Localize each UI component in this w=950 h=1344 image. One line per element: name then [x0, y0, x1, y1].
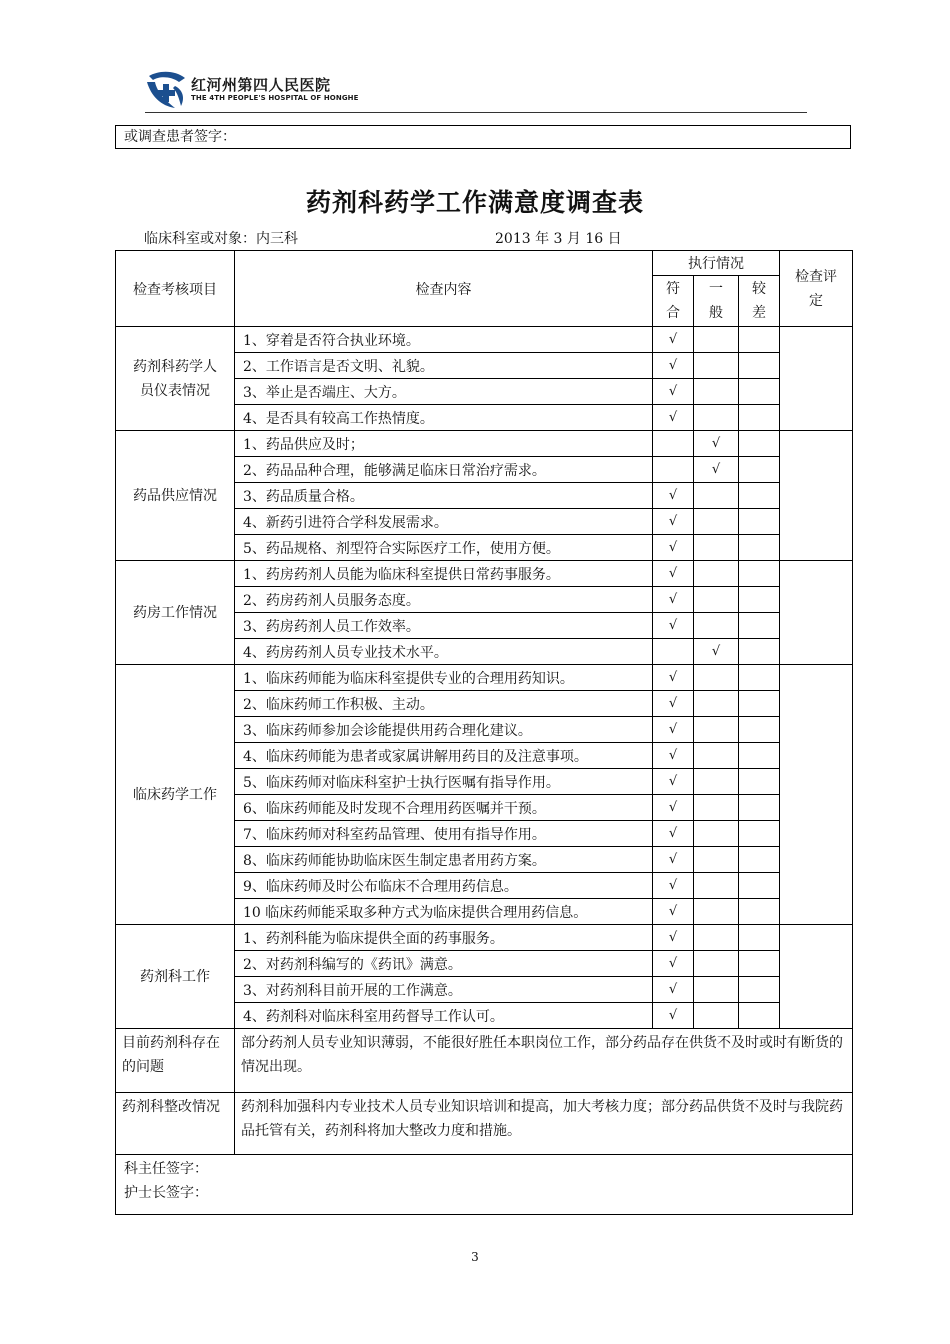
mark-cell-poor: [739, 899, 780, 925]
check-item-text: 3、药房药剂人员工作效率。: [235, 613, 653, 639]
check-item-text: 2、药房药剂人员服务态度。: [235, 587, 653, 613]
rectify-label: 药剂科整改情况: [116, 1093, 235, 1155]
mark-cell-normal: [694, 925, 739, 951]
header-item: 检查考核项目: [116, 251, 235, 327]
mark-cell-poor: [739, 327, 780, 353]
page-title: 药剂科药学工作满意度调查表: [305, 188, 644, 217]
mark-cell-normal: [694, 483, 739, 509]
mark-cell-poor: [739, 535, 780, 561]
mark-cell-fit: √: [653, 535, 694, 561]
check-item-text: 2、药品品种合理，能够满足临床日常治疗需求。: [235, 457, 653, 483]
mark-cell-fit: [653, 639, 694, 665]
table-row: [116, 665, 853, 691]
director-signature: 科主任签字：: [124, 1161, 208, 1177]
department-label: 临床科室或对象：内三科: [144, 231, 298, 247]
rectify-text: 药剂科加强科内专业技术人员专业知识培训和提高，加大考核力度；部分药品供货不及时与我院药品托管有关，药剂科将加大整改力度和措施。: [235, 1093, 853, 1155]
mark-cell-poor: [739, 457, 780, 483]
header-content: 检查内容: [235, 251, 653, 327]
mark-cell-normal: [694, 561, 739, 587]
check-item-text: 1、药剂科能为临床提供全面的药事服务。: [235, 925, 653, 951]
check-item-text: 1、药品供应及时；: [235, 431, 653, 457]
check-item-text: 1、药房药剂人员能为临床科室提供日常药事服务。: [235, 561, 653, 587]
mark-cell-poor: [739, 743, 780, 769]
mark-cell-fit: √: [653, 873, 694, 899]
mark-cell-normal: [694, 587, 739, 613]
mark-cell-normal: [694, 873, 739, 899]
check-item-text: 2、对药剂科编写的《药讯》满意。: [235, 951, 653, 977]
check-item-text: 6、临床药师能及时发现不合理用药医嘱并干预。: [235, 795, 653, 821]
signatures-cell: [116, 1155, 853, 1215]
mark-cell-fit: √: [653, 483, 694, 509]
mark-cell-fit: √: [653, 509, 694, 535]
mark-cell-normal: [694, 379, 739, 405]
page-header: [145, 68, 807, 114]
signatures-row: [116, 1155, 853, 1215]
mark-cell-normal: [694, 353, 739, 379]
mark-cell-poor: [739, 873, 780, 899]
mark-cell-normal: √: [694, 639, 739, 665]
mark-cell-poor: [739, 1003, 780, 1029]
mark-cell-fit: √: [653, 951, 694, 977]
check-item-text: 4、药剂科对临床科室用药督导工作认可。: [235, 1003, 653, 1029]
table-row: [116, 431, 853, 457]
header-fit: 符 合: [653, 276, 694, 327]
table-row: [116, 327, 853, 353]
mark-cell-fit: √: [653, 613, 694, 639]
mark-cell-poor: [739, 795, 780, 821]
mark-cell-normal: [694, 405, 739, 431]
mark-cell-fit: √: [653, 353, 694, 379]
mark-cell-fit: √: [653, 665, 694, 691]
category-label: 临床药学工作: [116, 665, 235, 925]
mark-cell-normal: [694, 743, 739, 769]
mark-cell-poor: [739, 613, 780, 639]
survey-table: [115, 250, 853, 1215]
mark-cell-poor: [739, 405, 780, 431]
table-header-row: [116, 251, 853, 276]
check-item-text: 1、穿着是否符合执业环境。: [235, 327, 653, 353]
mark-cell-normal: [694, 795, 739, 821]
mark-cell-fit: √: [653, 405, 694, 431]
check-item-text: 8、临床药师能协助临床医生制定患者用药方案。: [235, 847, 653, 873]
mark-cell-poor: [739, 509, 780, 535]
mark-cell-fit: √: [653, 899, 694, 925]
category-label: 药剂科工作: [116, 925, 235, 1029]
mark-cell-normal: [694, 717, 739, 743]
evaluation-cell: [780, 925, 853, 1029]
check-item-text: 9、临床药师及时公布临床不合理用药信息。: [235, 873, 653, 899]
mark-cell-normal: [694, 665, 739, 691]
table-row: [116, 925, 853, 951]
mark-cell-poor: [739, 379, 780, 405]
mark-cell-poor: [739, 353, 780, 379]
mark-cell-normal: [694, 613, 739, 639]
mark-cell-fit: √: [653, 795, 694, 821]
hospital-name: 红河州第四人民医院: [191, 76, 331, 94]
mark-cell-normal: [694, 821, 739, 847]
mark-cell-poor: [739, 977, 780, 1003]
nurse-signature: 护士长签字：: [124, 1185, 208, 1201]
check-item-text: 5、药品规格、剂型符合实际医疗工作，使用方便。: [235, 535, 653, 561]
mark-cell-poor: [739, 587, 780, 613]
mark-cell-fit: [653, 457, 694, 483]
mark-cell-fit: √: [653, 743, 694, 769]
patient-signature-box: 或调查患者签字：: [115, 125, 851, 149]
mark-cell-fit: √: [653, 327, 694, 353]
check-item-text: 3、对药剂科目前开展的工作满意。: [235, 977, 653, 1003]
mark-cell-poor: [739, 769, 780, 795]
mark-cell-poor: [739, 847, 780, 873]
mark-cell-poor: [739, 691, 780, 717]
hospital-logo-icon: [145, 70, 187, 110]
mark-cell-poor: [739, 925, 780, 951]
header-evaluation: 检查评 定: [780, 251, 853, 327]
mark-cell-normal: [694, 509, 739, 535]
category-label: 药房工作情况: [116, 561, 235, 665]
problems-text: 部分药剂人员专业知识薄弱，不能很好胜任本职岗位工作，部分药品存在供货不及时或时有断货的情况出现。: [235, 1029, 853, 1093]
mark-cell-fit: √: [653, 717, 694, 743]
survey-date: 2013 年 3 月 16 日: [495, 231, 622, 247]
table-row: [116, 561, 853, 587]
category-label: 药剂科药学人 员仪表情况: [116, 327, 235, 431]
mark-cell-normal: [694, 951, 739, 977]
header-divider: [145, 112, 807, 113]
check-item-text: 7、临床药师对科室药品管理、使用有指导作用。: [235, 821, 653, 847]
mark-cell-fit: √: [653, 769, 694, 795]
mark-cell-normal: [694, 691, 739, 717]
mark-cell-normal: [694, 535, 739, 561]
check-item-text: 5、临床药师对临床科室护士执行医嘱有指导作用。: [235, 769, 653, 795]
evaluation-cell: [780, 431, 853, 561]
mark-cell-poor: [739, 717, 780, 743]
check-item-text: 1、临床药师能为临床科室提供专业的合理用药知识。: [235, 665, 653, 691]
page-number: 3: [471, 1250, 479, 1264]
check-item-text: 3、临床药师参加会诊能提供用药合理化建议。: [235, 717, 653, 743]
mark-cell-fit: √: [653, 925, 694, 951]
mark-cell-poor: [739, 561, 780, 587]
problems-label: 目前药剂科存在的问题: [116, 1029, 235, 1093]
mark-cell-fit: √: [653, 1003, 694, 1029]
header-execution: 执行情况: [653, 251, 780, 276]
check-item-text: 4、临床药师能为患者或家属讲解用药目的及注意事项。: [235, 743, 653, 769]
problems-row: [116, 1029, 853, 1093]
hospital-name-english: THE 4TH PEOPLE'S HOSPITAL OF HONGHE: [191, 94, 359, 102]
mark-cell-fit: √: [653, 821, 694, 847]
check-item-text: 10 临床药师能采取多种方式为临床提供合理用药信息。: [235, 899, 653, 925]
check-item-text: 2、临床药师工作积极、主动。: [235, 691, 653, 717]
mark-cell-poor: [739, 483, 780, 509]
mark-cell-fit: √: [653, 587, 694, 613]
mark-cell-normal: [694, 847, 739, 873]
mark-cell-normal: √: [694, 457, 739, 483]
mark-cell-normal: [694, 1003, 739, 1029]
rectify-row: [116, 1093, 853, 1155]
mark-cell-fit: √: [653, 847, 694, 873]
mark-cell-fit: √: [653, 977, 694, 1003]
mark-cell-normal: √: [694, 431, 739, 457]
mark-cell-fit: √: [653, 561, 694, 587]
mark-cell-poor: [739, 665, 780, 691]
mark-cell-normal: [694, 977, 739, 1003]
evaluation-cell: [780, 327, 853, 431]
check-item-text: 2、工作语言是否文明、礼貌。: [235, 353, 653, 379]
mark-cell-poor: [739, 431, 780, 457]
mark-cell-normal: [694, 327, 739, 353]
check-item-text: 3、举止是否端庄、大方。: [235, 379, 653, 405]
evaluation-cell: [780, 665, 853, 925]
check-item-text: 3、药品质量合格。: [235, 483, 653, 509]
mark-cell-fit: √: [653, 691, 694, 717]
header-normal: 一 般: [694, 276, 739, 327]
header-poor: 较 差: [739, 276, 780, 327]
mark-cell-poor: [739, 639, 780, 665]
category-label: 药品供应情况: [116, 431, 235, 561]
check-item-text: 4、是否具有较高工作热情度。: [235, 405, 653, 431]
evaluation-cell: [780, 561, 853, 665]
check-item-text: 4、新药引进符合学科发展需求。: [235, 509, 653, 535]
mark-cell-poor: [739, 951, 780, 977]
mark-cell-fit: [653, 431, 694, 457]
mark-cell-fit: √: [653, 379, 694, 405]
mark-cell-normal: [694, 899, 739, 925]
check-item-text: 4、药房药剂人员专业技术水平。: [235, 639, 653, 665]
mark-cell-normal: [694, 769, 739, 795]
mark-cell-poor: [739, 821, 780, 847]
